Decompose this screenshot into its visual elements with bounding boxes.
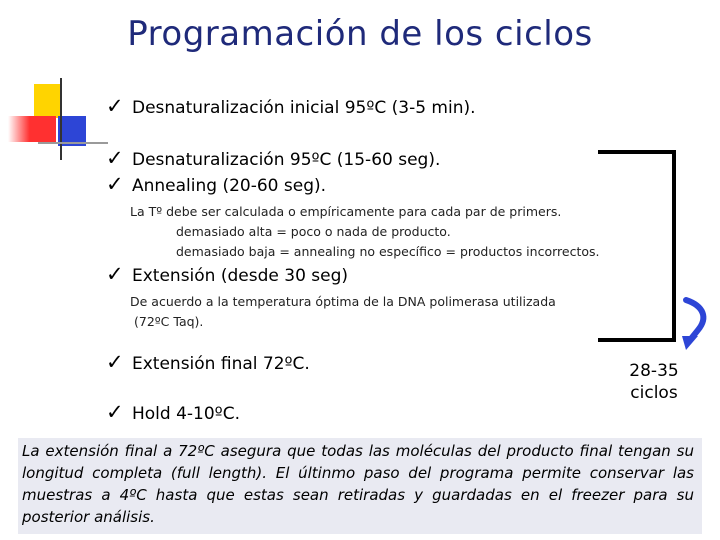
extension-note: (72ºC Taq).: [134, 314, 204, 329]
decor-red-bar: [8, 116, 56, 142]
checkmark-icon: ✓: [106, 262, 124, 286]
step-hold: Hold 4-10ºC.: [132, 404, 240, 424]
annealing-note: demasiado baja = annealing no específico = productos incorrectos.: [176, 244, 600, 259]
step-denaturation: Desnaturalización 95ºC (15-60 seg).: [132, 150, 441, 170]
footer-note: La extensión final a 72ºC asegura que todas las moléculas del producto final tengan su longitud completa (full length). El últinmo paso del programa permite conservar las muestras a 4ºC hasta que estas sean retiradas y guardadas en el freezer para su posterior análisis.: [22, 442, 694, 526]
extension-note: De acuerdo a la temperatura óptima de la DNA polimerasa utilizada: [130, 294, 556, 309]
annealing-note: La Tº debe ser calculada o empíricamente para cada par de primers.: [130, 204, 562, 219]
cycle-bracket: [598, 150, 676, 342]
step-final-extension: Extensión final 72ºC.: [132, 354, 310, 374]
decor-vertical-line: [60, 78, 62, 160]
cycles-count: 28-35: [629, 361, 679, 381]
checkmark-icon: ✓: [106, 172, 124, 196]
step-annealing: Annealing (20-60 seg).: [132, 176, 327, 196]
cycle-arrow-icon: [676, 296, 716, 352]
cycles-word: ciclos: [630, 383, 678, 403]
checkmark-icon: ✓: [106, 146, 124, 170]
annealing-note: demasiado alta = poco o nada de producto.: [176, 224, 451, 239]
slide-title: Programación de los ciclos: [127, 14, 593, 54]
decor-horizontal-line: [38, 142, 108, 144]
decor-yellow-square: [34, 84, 62, 118]
checkmark-icon: ✓: [106, 350, 124, 374]
checkmark-icon: ✓: [106, 94, 124, 118]
cycles-label: [612, 360, 696, 404]
step-extension: Extensión (desde 30 seg): [132, 266, 349, 286]
step-initial-denaturation: Desnaturalización inicial 95ºC (3-5 min).: [132, 98, 476, 118]
checkmark-icon: ✓: [106, 400, 124, 424]
